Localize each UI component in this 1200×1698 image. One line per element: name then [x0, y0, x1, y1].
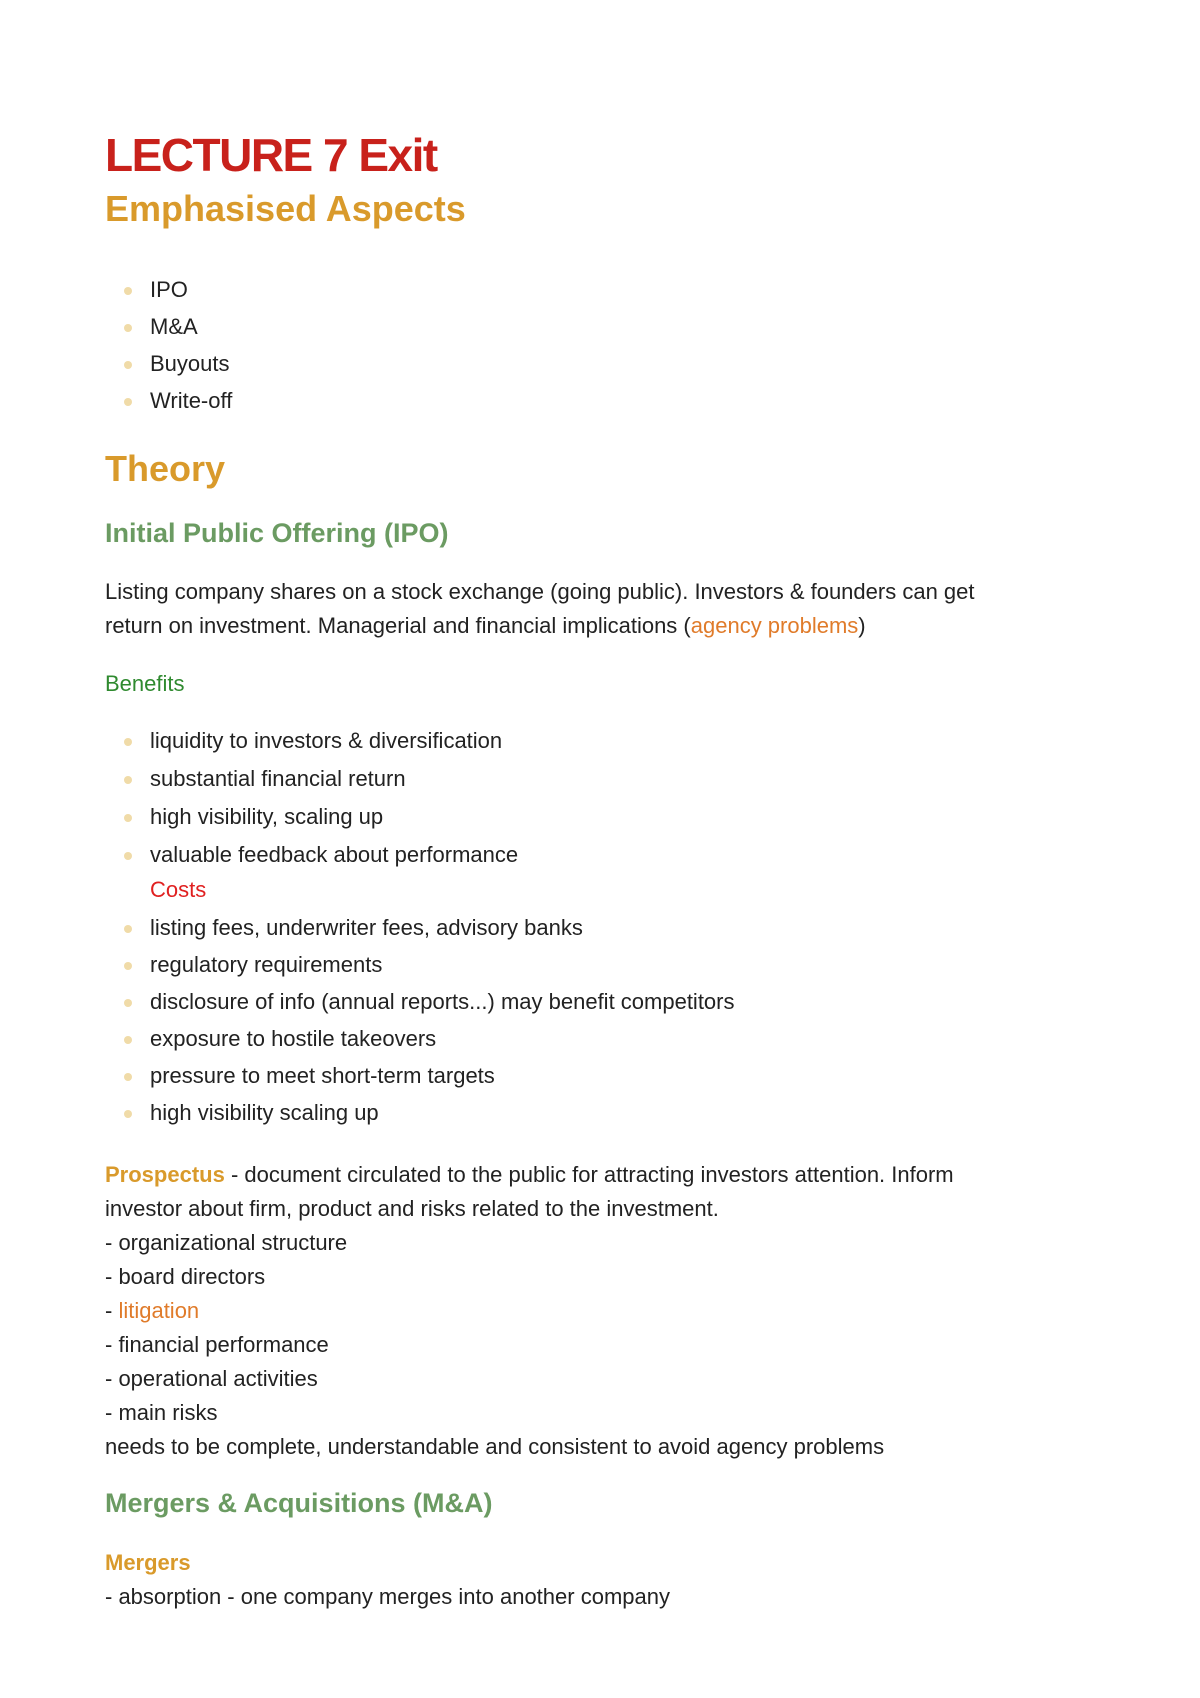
list-item: disclosure of info (annual reports...) may benefit competitors — [105, 988, 735, 1016]
list-item: liquidity to investors & diversification — [105, 727, 518, 755]
bullet-icon — [124, 287, 132, 295]
costs-label: Costs — [150, 877, 207, 902]
list-item: M&A — [105, 313, 232, 341]
bullet-icon — [124, 999, 132, 1007]
bullet-icon — [124, 814, 132, 822]
bullet-icon — [124, 324, 132, 332]
agency-problems-highlight: agency problems — [690, 613, 859, 638]
benefits-list — [105, 727, 518, 869]
bullet-icon — [124, 852, 132, 860]
prospectus-term: Prospectus — [105, 1162, 225, 1187]
theory-heading: Theory — [105, 448, 226, 489]
mergers-label: Mergers — [105, 1550, 191, 1575]
prospectus-item: - operational activities — [105, 1366, 318, 1391]
list-item: Write-off — [105, 387, 232, 415]
prospectus-item: - main risks — [105, 1400, 218, 1425]
list-item: regulatory requirements — [105, 951, 735, 979]
benefits-label: Benefits — [105, 671, 185, 696]
bullet-icon — [124, 1110, 132, 1118]
list-item: exposure to hostile takeovers — [105, 1025, 735, 1053]
bullet-icon — [124, 738, 132, 746]
bullet-icon — [124, 398, 132, 406]
list-item: IPO — [105, 276, 232, 304]
prospectus-line-1: Prospectus - document circulated to the public for attracting investors attention. Inform — [105, 1162, 954, 1187]
bullet-icon — [124, 776, 132, 784]
prospectus-item: - organizational structure — [105, 1230, 348, 1255]
bullet-icon — [124, 925, 132, 933]
list-item: substantial financial return — [105, 765, 518, 793]
list-item: high visibility scaling up — [105, 1099, 735, 1127]
list-item: high visibility, scaling up — [105, 803, 518, 831]
bullet-icon — [124, 1073, 132, 1081]
bullet-icon — [124, 1036, 132, 1044]
prospectus-line-2: investor about firm, product and risks related to the investment. — [105, 1196, 719, 1221]
absorption-line: - absorption - one company merges into another company — [105, 1584, 670, 1609]
litigation-highlight: litigation — [118, 1298, 200, 1323]
prospectus-closing: needs to be complete, understandable and consistent to avoid agency problems — [105, 1434, 885, 1459]
bullet-icon — [124, 962, 132, 970]
costs-list — [105, 914, 735, 1127]
ipo-heading: Initial Public Offering (IPO) — [105, 518, 449, 548]
emphasised-aspects-list — [105, 276, 232, 415]
prospectus-item: - litigation — [105, 1298, 200, 1323]
page-title: LECTURE 7 Exit — [105, 129, 437, 181]
list-item: listing fees, underwriter fees, advisory banks — [105, 914, 735, 942]
list-item: valuable feedback about performance — [105, 841, 518, 869]
emphasised-aspects-heading: Emphasised Aspects — [105, 188, 466, 229]
list-item: pressure to meet short-term targets — [105, 1062, 735, 1090]
ipo-intro-line-2: return on investment. Managerial and financial implications (agency problems) — [105, 613, 866, 638]
bullet-icon — [124, 361, 132, 369]
prospectus-item: - financial performance — [105, 1332, 329, 1357]
prospectus-item: - board directors — [105, 1264, 266, 1289]
ipo-intro-line-1: Listing company shares on a stock exchange (going public). Investors & founders can get — [105, 579, 975, 604]
list-item: Buyouts — [105, 350, 232, 378]
ma-heading: Mergers & Acquisitions (M&A) — [105, 1488, 493, 1518]
